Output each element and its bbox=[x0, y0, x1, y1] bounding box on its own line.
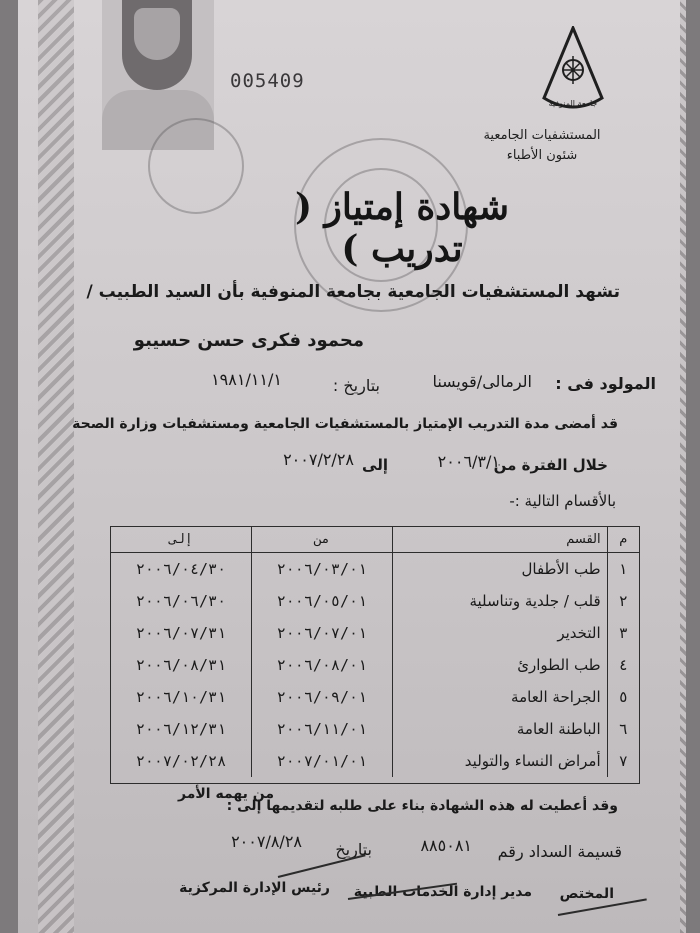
row-from: ٢٠٠٦/١١/٠١ bbox=[251, 713, 392, 745]
table-row bbox=[111, 585, 639, 617]
row-department: أمراض النساء والتوليد bbox=[392, 745, 607, 777]
row-to: ٢٠٠٦/٠٦/٣٠ bbox=[135, 592, 227, 610]
serial-number: 005409 bbox=[230, 70, 305, 92]
row-department: طب الأطفال bbox=[392, 553, 607, 586]
row-from: ٢٠٠٦/٠٩/٠١ bbox=[251, 681, 392, 713]
row-number: ١ bbox=[607, 553, 639, 586]
row-to: ٢٠٠٦/٠٧/٣١ bbox=[135, 624, 227, 642]
table-row bbox=[111, 649, 639, 681]
signature-medical-director: مدير إدارة الخدمات الطبية bbox=[353, 884, 532, 900]
photo-stamp bbox=[148, 118, 244, 214]
org-name: المستشفيات الجامعية bbox=[483, 128, 601, 143]
col-header-to: إلى bbox=[111, 527, 251, 553]
col-header-department: القسم bbox=[392, 527, 607, 553]
row-department: التخدير bbox=[392, 617, 607, 649]
row-number: ٣ bbox=[607, 617, 639, 649]
row-department: الباطنة العامة bbox=[392, 713, 607, 745]
row-department: قلب / جلدية وتناسلية bbox=[392, 585, 607, 617]
doctor-name: محمود فكرى حسن حسيبو bbox=[133, 330, 364, 351]
birth-place: الرمالى/قويسنا bbox=[432, 372, 532, 391]
row-from: ٢٠٠٦/٠٧/٠١ bbox=[251, 617, 392, 649]
row-from: ٢٠٠٦/٠٣/٠١ bbox=[251, 553, 392, 586]
row-department: طب الطوارئ bbox=[392, 649, 607, 681]
row-number: ٢ bbox=[607, 585, 639, 617]
birth-date: ١٩٨١/١١/١ bbox=[211, 370, 282, 389]
row-number: ٥ bbox=[607, 681, 639, 713]
table-row bbox=[111, 713, 639, 745]
row-number: ٦ bbox=[607, 713, 639, 745]
decorative-right-border bbox=[680, 0, 686, 933]
row-from: ٢٠٠٦/٠٨/٠١ bbox=[251, 649, 392, 681]
signature-specialist: المختص bbox=[559, 886, 614, 902]
org-department: شئون الأطباء bbox=[506, 148, 578, 163]
period-from: ٢٠٠٦/٣/١ bbox=[437, 452, 500, 471]
certificate-page bbox=[18, 0, 686, 933]
certify-line: تشهد المستشفيات الجامعية بجامعة المنوفية بأن السيد الطبيب / bbox=[86, 282, 620, 302]
birth-date-label: بتاريخ : bbox=[332, 376, 380, 395]
handwritten-signature bbox=[278, 854, 366, 878]
decorative-left-border bbox=[38, 0, 74, 933]
university-logo bbox=[542, 26, 604, 122]
period-to-label: إلى bbox=[362, 456, 388, 474]
table-row bbox=[111, 617, 639, 649]
logo-caption: جامعة المنوفية bbox=[548, 99, 598, 108]
issued-line: وقد أعطيت له هذه الشهادة بناء على طلبه لتقديمها إلى : bbox=[226, 798, 618, 814]
table-row bbox=[111, 553, 639, 586]
payment-number: ٨٨٥٠٨١ bbox=[420, 836, 472, 855]
table-row bbox=[111, 681, 639, 713]
col-header-from: من bbox=[251, 527, 392, 553]
payment-label: قسيمة السداد رقم bbox=[497, 842, 622, 861]
row-department: الجراحة العامة bbox=[392, 681, 607, 713]
row-to: ٢٠٠٦/٠٤/٣٠ bbox=[135, 560, 227, 578]
row-to: ٢٠٠٧/٠٢/٢٨ bbox=[135, 752, 227, 770]
row-from: ٢٠٠٦/٠٥/٠١ bbox=[251, 585, 392, 617]
completion-line: قد أمضى مدة التدريب الإمتياز بالمستشفيات الجامعية ومستشفيات وزارة الصحة bbox=[72, 416, 618, 432]
row-to: ٢٠٠٦/١٠/٣١ bbox=[135, 688, 227, 706]
payment-date-label: بتاريخ bbox=[335, 840, 372, 859]
departments-intro: بالأقسام التالية :- bbox=[509, 492, 616, 510]
col-header-number: م bbox=[607, 527, 639, 553]
row-number: ٧ bbox=[607, 745, 639, 777]
row-number: ٤ bbox=[607, 649, 639, 681]
birth-label: المولود فى : bbox=[555, 374, 656, 393]
row-from: ٢٠٠٧/٠١/٠١ bbox=[251, 745, 392, 777]
period-label: خلال الفترة من bbox=[493, 456, 608, 474]
table-row bbox=[111, 745, 639, 777]
to-whom-it-may-concern: من يهمه الأمر bbox=[178, 786, 274, 802]
certificate-title: شهادة إمتياز ( تدريب ) bbox=[294, 186, 510, 270]
period-to: ٢٠٠٧/٢/٢٨ bbox=[283, 450, 354, 469]
table-header-row bbox=[111, 527, 639, 553]
payment-date: ٢٠٠٧/٨/٢٨ bbox=[231, 832, 302, 851]
departments-table bbox=[110, 526, 640, 784]
row-to: ٢٠٠٦/١٢/٣١ bbox=[135, 720, 227, 738]
signature-central-admin: رئيس الإدارة المركزية bbox=[179, 880, 330, 896]
row-to: ٢٠٠٦/٠٨/٣١ bbox=[135, 656, 227, 674]
